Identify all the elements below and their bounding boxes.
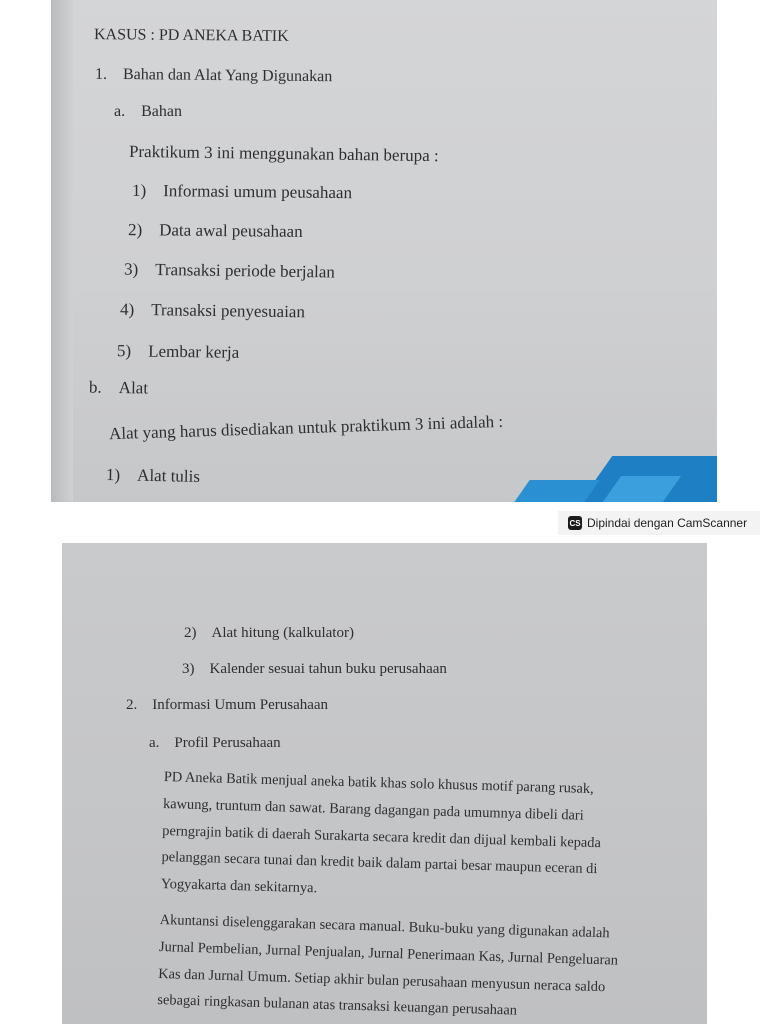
case-heading: KASUS : PD ANEKA BATIK bbox=[93, 26, 289, 45]
paragraph-line: perngrajin batik di daerah Surakarta secara kredit dan dijual kembali kepada bbox=[162, 822, 602, 851]
page-edge-shadow bbox=[51, 0, 73, 502]
paragraph-line: sebagai ringkasan bulanan atas transaksi keuangan perusahaan bbox=[157, 992, 518, 1020]
profile-paragraph-1 bbox=[160, 770, 602, 916]
alat-list-item: 3) Kalender sesuai tahun buku perusahaan bbox=[182, 661, 447, 677]
paragraph-line: pelanggan secara tunai dan kredit baik dalam partai besar maupun eceran di bbox=[161, 849, 598, 878]
bahan-intro-text: Praktikum 3 ini menggunakan bahan berupa : bbox=[128, 141, 439, 166]
section-2-heading: 2. Informasi Umum Perusahaan bbox=[126, 697, 329, 713]
paragraph-line: Kas dan Jurnal Umum. Setiap akhir bulan perusahaan menyusun neraca saldo bbox=[157, 965, 606, 995]
paragraph-line: PD Aneka Batik menjual aneka batik khas solo khusus motif parang rusak, bbox=[163, 769, 594, 798]
bahan-list-item: 5) Lembar kerja bbox=[116, 341, 240, 362]
paragraph-line: Yogyakarta dan sekitarnya. bbox=[160, 876, 318, 897]
alat-intro-text: Alat yang harus disediakan untuk praktikum 3 ini adalah : bbox=[108, 411, 504, 444]
alat-list-item: 2) Alat hitung (kalkulator) bbox=[184, 625, 354, 641]
profile-paragraph-2 bbox=[157, 913, 619, 1034]
camscanner-watermark bbox=[558, 511, 760, 535]
paragraph-line: kawung, truntum dan sawat. Barang dagangan pada umumnya dibeli dari bbox=[162, 795, 584, 824]
bahan-list-item: 4) Transaksi penyesuaian bbox=[119, 299, 306, 322]
alat-list-item: 1) Alat tulis bbox=[105, 465, 201, 486]
sub-b-alat-heading: b. Alat bbox=[88, 377, 149, 398]
camscanner-watermark-text: Dipindai dengan CamScanner bbox=[587, 516, 748, 530]
page-margin bbox=[707, 543, 768, 1024]
bahan-list-item: 3) Transaksi periode berjalan bbox=[123, 259, 336, 282]
bahan-list-item: 1) Informasi umum peusahaan bbox=[131, 180, 353, 203]
section-1-heading: 1. Bahan dan Alat Yang Digunakan bbox=[94, 65, 333, 86]
sub-a-bahan-heading: a. Bahan bbox=[114, 103, 182, 120]
paragraph-line: Jurnal Pembelian, Jurnal Penjualan, Jurnal Penerimaan Kas, Jurnal Pengeluaran bbox=[158, 938, 619, 969]
sub-a-profil-heading: a. Profil Perusahaan bbox=[149, 735, 281, 751]
paragraph-line: Akuntansi diselenggarakan secara manual. Buku-buku yang digunakan adalah bbox=[159, 912, 610, 942]
bahan-list-item: 2) Data awal peusahaan bbox=[127, 220, 303, 241]
camscanner-logo-icon: CS bbox=[568, 516, 582, 530]
page-margin bbox=[717, 0, 768, 502]
